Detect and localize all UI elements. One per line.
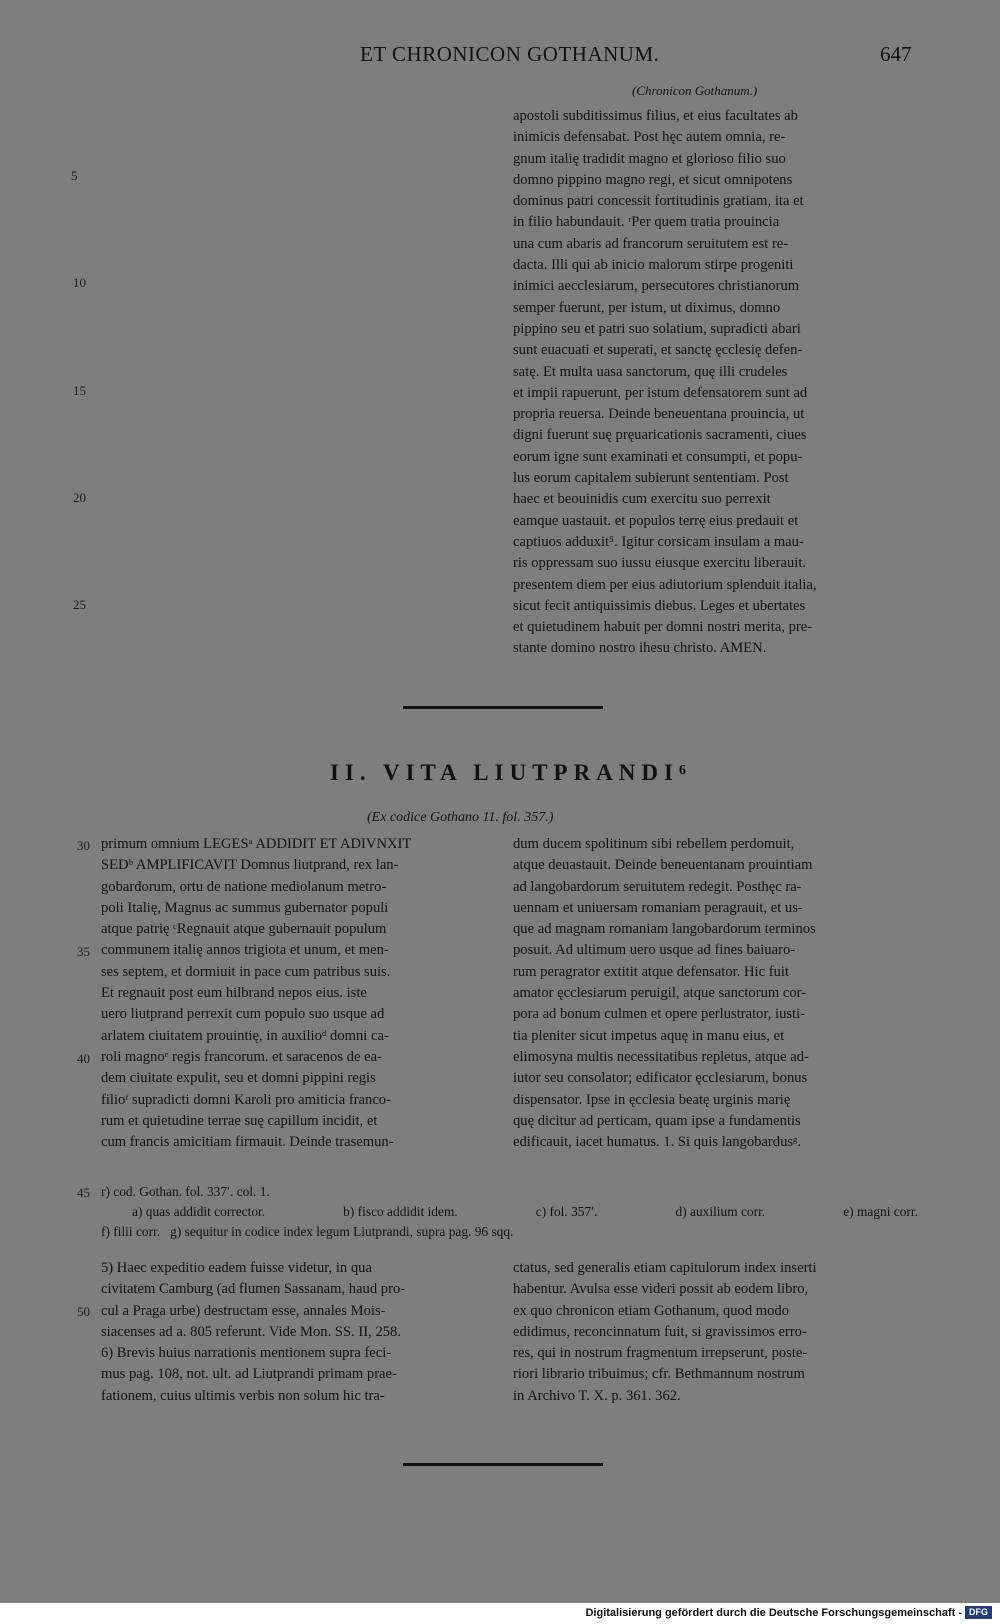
- text-line: gnum italię tradidit magno et glorioso filio suo: [513, 150, 786, 167]
- vita-right-column: [513, 834, 915, 1153]
- text-line: Et regnauit post eum hilbrand nepos eius. iste: [101, 985, 367, 1002]
- text-line: inimici aecclesiarum, persecutores christianorum: [513, 278, 800, 295]
- text-line: eamque uastauit. et populos terrę eius predauit et: [513, 512, 799, 529]
- dfg-logo-icon: DFG: [965, 1606, 992, 1619]
- note-line: res, qui in nostrum fragmentum irrepserunt, poste-: [513, 1345, 808, 1362]
- text-line: propria reuersa. Deinde beneuentana prouincia, ut: [513, 406, 805, 423]
- text-line: inimicis defensabat. Post hęc autem omnia, re-: [513, 129, 786, 146]
- line-number: 30: [77, 838, 90, 853]
- text-line: dem ciuitate expulit, seu et domni pippini regis: [101, 1070, 376, 1087]
- text-line: presentem diem per eius adiutorium splenduit italia,: [513, 576, 817, 593]
- text-line: quę dicitur ad perticam, quam ipse a fundamentis: [513, 1112, 801, 1129]
- line-number: 40: [77, 1051, 90, 1066]
- running-title: ET CHRONICON GOTHANUM.: [360, 42, 660, 66]
- apparatus-line-3: f) filii corr. g) sequitur in codice index legum Liutprandi, supra pag. 96 sqq.: [101, 1224, 514, 1239]
- text-line: ad langobardorum seruitutem redegit. Posthęc ra-: [513, 878, 802, 895]
- text-line: captiuos adduxit⁵. Igitur corsicam insulam a mau-: [513, 533, 804, 550]
- text-line: iutor seu consolator; edificator ęcclesiarum, bonus: [513, 1070, 808, 1087]
- text-line: tia pleniter sicut impetus aquę in manu eius, et: [513, 1027, 785, 1044]
- line-number: 50: [77, 1304, 90, 1319]
- text-line: arlatem ciuitatem prouintię, in auxilioᵈ domni ca-: [101, 1027, 389, 1044]
- apparatus-line-2: [132, 1202, 918, 1222]
- apparatus-line-1: r) cod. Gothan. fol. 337ʹ. col. 1.: [101, 1184, 270, 1199]
- chronicon-text: [513, 106, 913, 660]
- text-line: satę. Et multa uasa sanctorum, quę illi crudeles: [513, 363, 788, 380]
- note-line: riori librario tribuimus; cfr. Bethmannum nostrum: [513, 1366, 805, 1383]
- text-line: posuit. Ad ultimum uero usque ad fines baiuaro-: [513, 942, 796, 959]
- vita-left-column: [101, 834, 501, 1153]
- text-line: ses septem, et dormiuit in pace cum patribus suis.: [101, 963, 391, 980]
- text-line: una cum abaris ad francorum seruitutem est re-: [513, 235, 789, 252]
- note-line: 6) Brevis huius narrationis mentionem supra feci-: [101, 1345, 392, 1362]
- note-line: civitatem Camburg (ad flumen Sassanam, haud pro-: [101, 1281, 406, 1298]
- text-line: cum francis amicitiam firmauit. Deinde trasemun-: [101, 1134, 394, 1151]
- text-line: apostoli subditissimus filius, et eius facultates ab: [513, 108, 798, 124]
- apparatus-note: b) fisco addidit idem.: [343, 1204, 458, 1219]
- note-line: edidimus, reconcinnatum fuit, si gravissimos erro-: [513, 1323, 807, 1340]
- text-line: gobardorum, ortu de natione mediolanum metro-: [101, 878, 387, 895]
- text-line: rum et quietudine terrae suę capillum incidit, et: [101, 1112, 378, 1129]
- line-number: 25: [73, 597, 86, 612]
- text-line: pippino seu et patri suo solatium, supradicti abari: [513, 320, 801, 337]
- text-line: communem italię annos trigiota et unum, et men-: [101, 942, 389, 959]
- text-line: atque deuastauit. Deinde beneuentanam prouintiam: [513, 857, 813, 874]
- note-line: ex quo chronicon etiam Gothanum, quod modo: [513, 1302, 790, 1319]
- apparatus-note: c) fol. 357ʹ.: [535, 1204, 598, 1219]
- text-line: uennam et uniuersam romaniam peragrauit, et us-: [513, 899, 803, 916]
- text-line: primum omnium LEGESᵃ ADDIDIT ET ADIVNXIT: [101, 836, 412, 852]
- text-line: in filio habundauit. ʳPer quem tratia prouincia: [513, 214, 780, 231]
- text-line: lus eorum capitalem subierunt sententiam. Post: [513, 470, 789, 487]
- notes-left-column: [101, 1258, 501, 1407]
- text-line: eorum igne sunt examinati et consumpti, et popu-: [513, 448, 803, 465]
- note-line: ctatus, sed generalis etiam capitulorum index inserti: [513, 1260, 817, 1276]
- text-line: roli magnoᵉ regis francorum. et saracenos de ea-: [101, 1048, 382, 1065]
- text-line: pora ad bonum culmen et opere perlustrator, iusti-: [513, 1006, 806, 1023]
- note-line: habentur. Avulsa esse videri possit ab eodem libro,: [513, 1281, 809, 1298]
- text-line: SEDᵇ AMPLIFICAVIT Domnus liutprand, rex lan-: [101, 857, 399, 874]
- text-line: dominus patri concessit fortitudinis gratiam, ita et: [513, 193, 804, 210]
- digitization-credit: Digitalisierung gefördert durch die Deutsche Forschungsgemeinschaft -: [585, 1607, 962, 1619]
- text-line: dum ducem spolitinum sibi rebellem perdomuit,: [513, 836, 795, 852]
- text-line: filioᶠ supradicti domni Karoli pro amiticia franco-: [101, 1091, 391, 1108]
- line-number: 5: [71, 168, 78, 183]
- text-line: haec et beouinidis cum exercitu suo perrexit: [513, 491, 771, 508]
- line-number: 45: [77, 1185, 90, 1200]
- text-line: dacta. Illi qui ab inicio malorum stirpe progeniti: [513, 257, 794, 274]
- section-title: II. VITA LIUTPRANDI⁶: [330, 760, 692, 785]
- chronicon-subtitle: (Chronicon Gothanum.): [632, 83, 758, 98]
- text-line: ris oppressam suo iussu eiusque exercitu liberauit.: [513, 555, 807, 572]
- text-line: rum peragrator extitit atque defensator. Hic fuit: [513, 963, 789, 980]
- text-line: dispensator. Ipse in ęcclesia beatę urginis marię: [513, 1091, 791, 1108]
- note-line: siacenses ad a. 805 referunt. Vide Mon. SS. II, 258.: [101, 1323, 401, 1340]
- text-line: et impii rapuerunt, per istum defensatorem sunt ad: [513, 384, 808, 401]
- text-line: semper fuerunt, per istum, ut diximus, domno: [513, 299, 781, 316]
- line-number: 10: [73, 275, 86, 290]
- text-line: que ad magnam romaniam langobardorum terminos: [513, 921, 816, 938]
- apparatus-note: e) magni corr.: [843, 1204, 918, 1219]
- text-line: domno pippino magno regi, et sicut omnipotens: [513, 171, 793, 188]
- line-number: 35: [77, 944, 90, 959]
- note-line: cul a Praga urbe) destructam esse, annales Mois-: [101, 1302, 386, 1319]
- end-divider: [403, 1463, 603, 1466]
- text-line: poli Italię, Magnus ac summus gubernator populi: [101, 899, 389, 916]
- note-line: 5) Haec expeditio eadem fuisse videtur, in qua: [101, 1260, 372, 1276]
- text-line: uero liutprand perrexit cum populo suo usque ad: [101, 1006, 385, 1023]
- line-number: 20: [73, 490, 86, 505]
- text-line: atque patrię ᶜRegnauit atque gubernauit populum: [101, 921, 387, 938]
- text-line: digni fuerunt suę pręuaricationis sacramenti, ciues: [513, 427, 807, 444]
- note-line: in Archivo T. X. p. 361. 362.: [513, 1387, 681, 1404]
- text-line: amator ęcclesiarum peruigil, atque sanctorum cor-: [513, 985, 807, 1002]
- text-line: sicut fecit antiquissimis diebus. Leges et ubertates: [513, 597, 806, 614]
- apparatus-note: d) auxilium corr.: [675, 1204, 766, 1219]
- page-number: 647: [880, 42, 912, 66]
- note-line: mus pag. 108, not. ult. ad Liutprandi primam prae-: [101, 1366, 397, 1383]
- apparatus-note: a) quas addidit corrector.: [132, 1204, 266, 1219]
- text-line: elimosyna multis necessitatibus repletus, atque ad-: [513, 1048, 809, 1065]
- section-source: (Ex codice Gothano 11. fol. 357.): [367, 810, 554, 825]
- notes-right-column: [513, 1258, 915, 1407]
- text-line: stante domino nostro ihesu christo. AMEN.: [513, 640, 767, 657]
- text-line: et quietudinem habuit per domni nostri merita, pre-: [513, 619, 813, 636]
- line-number: 15: [73, 383, 86, 398]
- text-line: edificauit, iacet humatus. 1. Si quis langobardusᵍ.: [513, 1134, 802, 1151]
- note-line: fationem, cuius ultimis verbis non solum hic tra-: [101, 1387, 385, 1404]
- section-divider: [403, 706, 603, 709]
- text-line: sunt euacuati et superati, et sanctę ęcclesię defen-: [513, 342, 803, 359]
